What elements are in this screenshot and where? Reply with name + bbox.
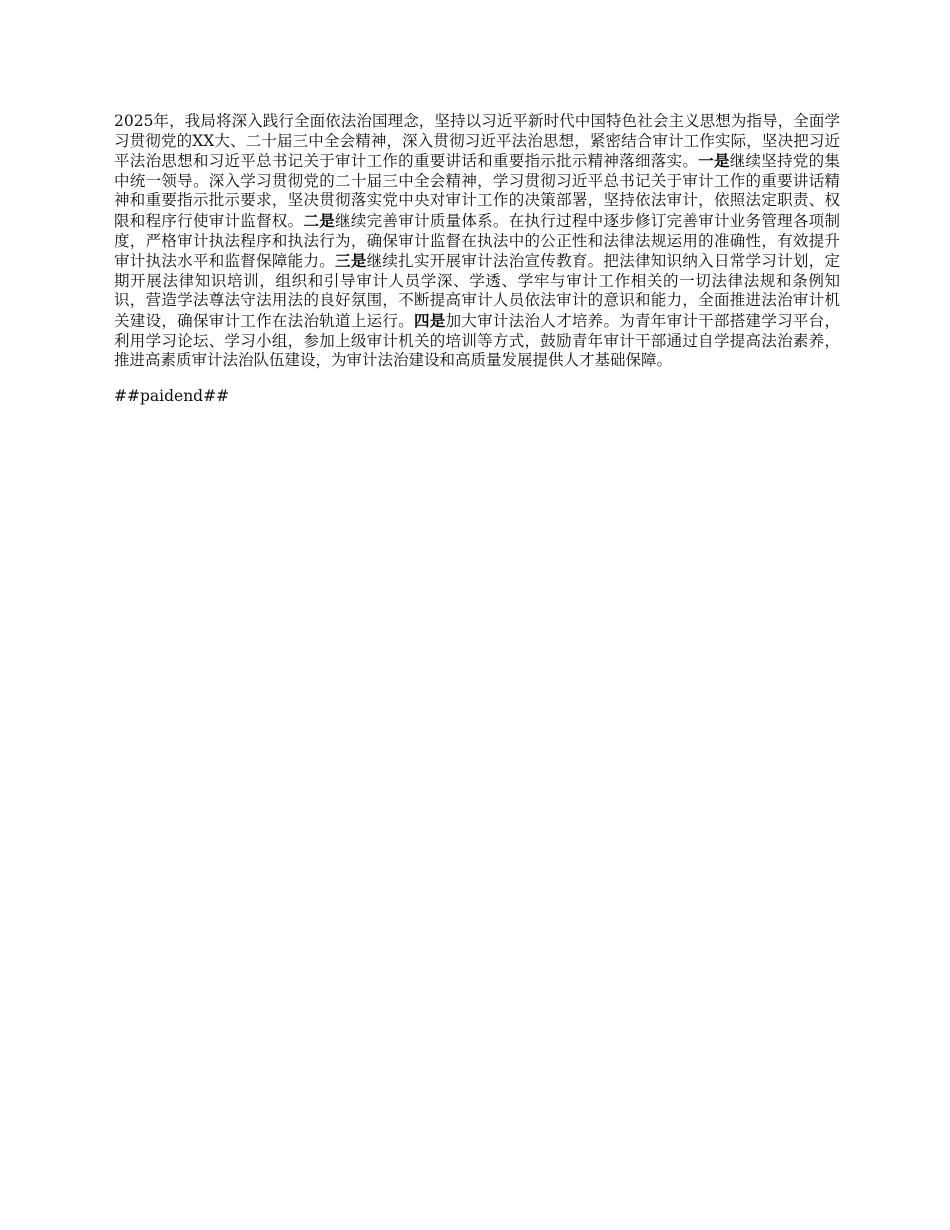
point-3-text: 继续扎实开展审计法治宣传教育。把法律知识纳入日常学习计划，定期开展法律知识培训，组织和引导审计人员学深、学透、学牢与审计工作相关的一切法律法规和条例知识，营造学法尊法守法用法的良好氛围，不断提高审计人员依法审计的意识和能力，全面推进法治审计机关建设，确保审计工作在法治轨道上运行。 xyxy=(114,252,840,330)
point-4-text: 加大审计法治人才培养。为青年审计干部搭建学习平台，利用学习论坛、学习小组，参加上级审计机关的培训等方式，鼓励青年审计干部通过自学提高法治素养，推进高素质审计法治队伍建设，为审计法治建设和高质量发展提供人才基础保障。 xyxy=(114,311,840,370)
paragraph-intro: 2025年，我局将深入践行全面依法治国理念，坚持以习近平新时代中国特色社会主义思想为指导，全面学习贯彻党的XX大、二十届三中全会精神，深入贯彻习近平法治思想，紧密结合审计工作实际，坚决把习近平法治思想和习近平总书记关于审计工作的重要讲话和重要指示批示精神落细落实。 xyxy=(114,112,840,171)
point-3-label: 三是 xyxy=(335,251,367,271)
point-2-text: 继续完善审计质量体系。在执行过程中逐步修订完善审计业务管理各项制度，严格审计执法程序和执法行为，确保审计监督在执法中的公正性和法律法规运用的准确性，有效提升审计执法水平和监督保障能力。 xyxy=(114,211,840,271)
body-paragraph xyxy=(114,112,840,371)
point-1-text: 继续坚持党的集中统一领导。深入学习贯彻党的二十届三中全会精神，学习贯彻习近平总书记关于审计工作的重要讲话精神和重要指示批示要求，坚决贯彻落实党中央对审计工作的决策部署，坚持依法审计，依照法定职责、权限和程序行使审计监督权。 xyxy=(114,152,840,230)
end-marker: ##paidend## xyxy=(114,386,230,405)
point-2-label: 二是 xyxy=(303,210,336,230)
point-4-label: 四是 xyxy=(413,310,446,330)
document-page xyxy=(114,112,840,406)
point-1-label: 一是 xyxy=(698,151,730,171)
